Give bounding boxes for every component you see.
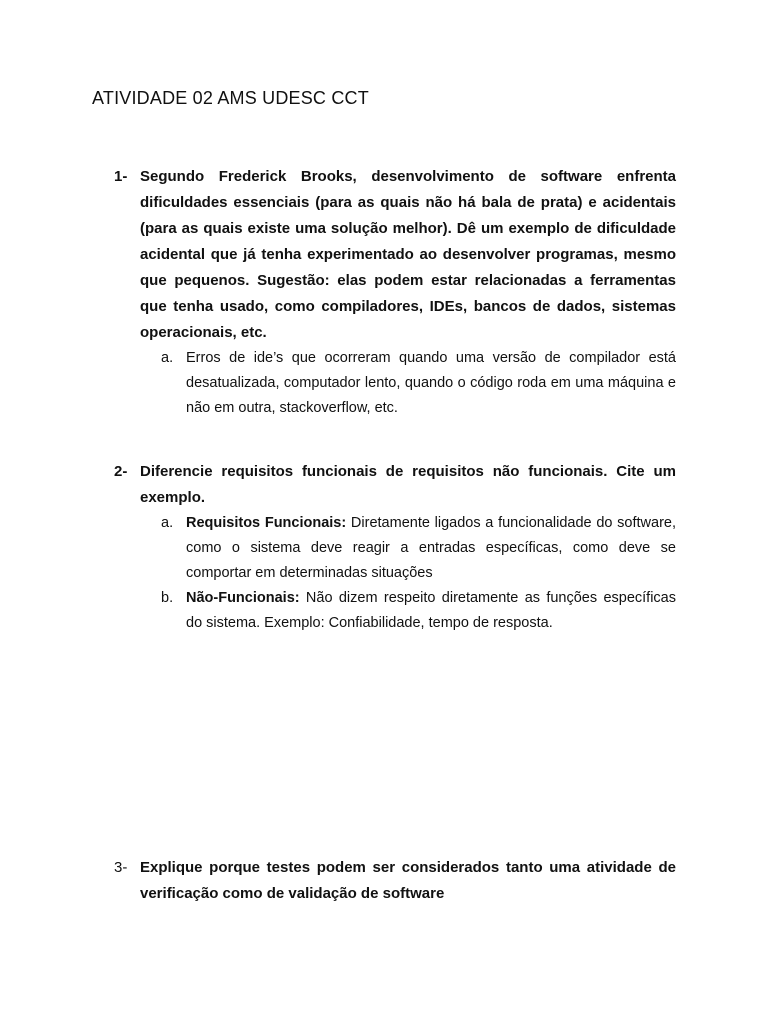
answer-item bbox=[161, 586, 676, 636]
question-number: 1- bbox=[114, 168, 128, 185]
answer-item bbox=[161, 346, 676, 421]
answer-term: Requisitos Funcionais: bbox=[186, 515, 347, 531]
answer-term: Não-Funcionais: bbox=[186, 590, 300, 606]
answer-text: Erros de ide’s que ocorreram quando uma versão de compilador está desatualizada, computador lento, quando o código roda em uma máquina e não em outra, stackoverflow, etc. bbox=[186, 350, 676, 416]
question-number: 2- bbox=[114, 463, 128, 480]
answer-item bbox=[161, 511, 676, 586]
answer-letter: b. bbox=[161, 590, 174, 606]
question-3 bbox=[114, 855, 676, 907]
question-2 bbox=[114, 459, 676, 636]
question-text: Segundo Frederick Brooks, desenvolvimento de software enfrenta dificuldades essenciais (para as quais não há bala de prata) e acidentais (para as quais existe uma solução melhor). Dê um exemplo de dificuldade acidental que já tenha experimentado ao desenvolver programas, mesmo que pequenos. Sugestão: elas podem estar relacionadas a ferramentas que tenha usado, como compiladores, IDEs, bancos de dados, sistemas operacionais, etc. bbox=[140, 168, 676, 341]
answer-list bbox=[114, 346, 676, 421]
document-title: ATIVIDADE 02 AMS UDESC CCT bbox=[92, 88, 369, 108]
answer-list bbox=[114, 511, 676, 636]
answer-letter: a. bbox=[161, 350, 174, 366]
question-number: 3- bbox=[114, 859, 128, 876]
question-text: Explique porque testes podem ser considerados tanto uma atividade de verificação como de validação de software bbox=[140, 859, 676, 902]
answer-text: Não dizem respeito diretamente as funções específicas do sistema. Exemplo: Confiabilidade, tempo de resposta. bbox=[186, 590, 676, 631]
answer-letter: a. bbox=[161, 515, 174, 531]
question-text: Diferencie requisitos funcionais de requisitos não funcionais. Cite um exemplo. bbox=[140, 463, 676, 506]
answer-text: Diretamente ligados a funcionalidade do software, como o sistema deve reagir a entradas específicas, como deve se comportar em determinadas situações bbox=[186, 515, 676, 581]
question-1 bbox=[114, 164, 676, 421]
